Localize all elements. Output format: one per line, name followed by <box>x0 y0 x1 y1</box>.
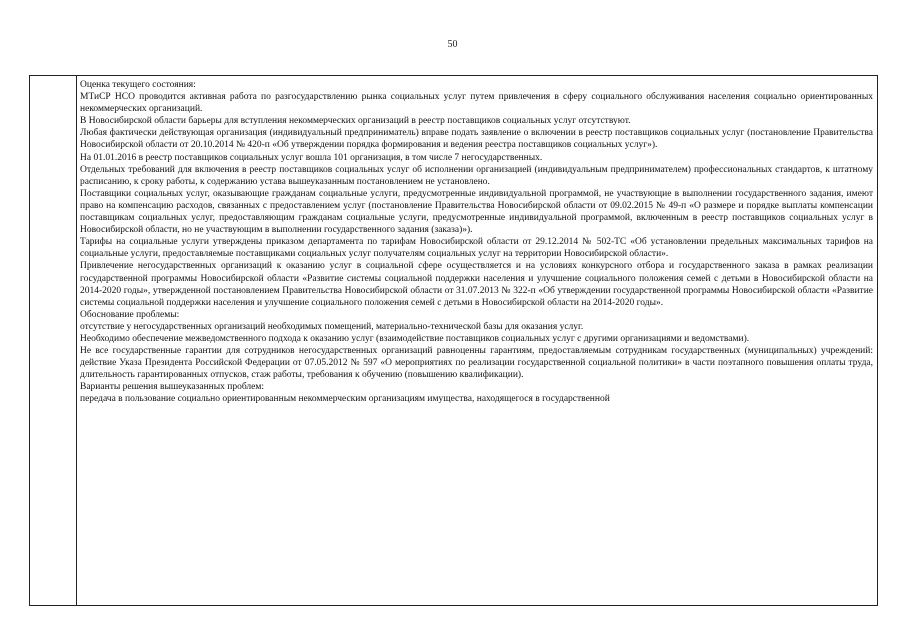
paragraph: передача в пользование социально ориентированным некоммерческим организациям имущества, находящегося в государственной <box>80 394 610 405</box>
table-left-column <box>30 76 77 605</box>
paragraph: отсутствие у негосударственных организаций необходимых помещений, материально-технической базы для оказания услуг. <box>80 321 584 332</box>
paragraph: Отдельных требований для включения в реестр поставщиков социальных услуг об исполнении организацией (индивидуальным предпринимателем) профессиональных стандартов, к штатному расписанию, к сроку работы, к содержанию устава вышеуказанным постановлением не установлено. <box>80 164 873 187</box>
paragraph: Любая фактически действующая организация (индивидуальный предприниматель) вправе подать заявление о включении в реестр поставщиков социальных услуг (постановление Правительства Новосибирской области от 20.10.2014 № 420-п «Об утверждении порядка формирования и ведения реестра поставщиков социальных услуг»). <box>80 128 873 151</box>
page-number: 50 <box>447 39 458 50</box>
paragraph: В Новосибирской области барьеры для вступления некоммерческих организаций в реестр поставщиков социальных услуг отсутствуют. <box>80 116 631 127</box>
document-table <box>29 75 878 606</box>
paragraph: Поставщики социальных услуг, оказывающие гражданам социальные услуги, предусмотренные индивидуальной программой, не участвующие в выполнении государственного задания, имеют право на компенсацию расходов, связанных с предоставлением услуг (постановление Правительства Новосибирской области от 09.02.2015 № 49-п «О размере и порядке выплаты компенсации поставщикам социальных услуг, предоставляющим гражданам социальные услуги, предусмотренные индивидуальной программой, включенным в реестр поставщиков социальных услуг в Новосибирской области, но не участвующим в выполнении государственного задания (заказа)»). <box>80 188 873 236</box>
paragraph-current-state-heading: Оценка текущего состояния: <box>80 80 196 90</box>
paragraph: Привлечение негосударственных организаций к оказанию услуг в социальной сфере осуществляется и на условиях конкурсного отбора и государственного заказа в рамках реализации государственной программы Новосибирской области «Развитие системы социальной поддержки населения и улучшение социального положения семей с детьми в Новосибирской области на 2014-2020 годы», утвержденной постановлением Правительства Новосибирской области от 31.07.2013 № 322-п «Об утверждении государственной программы Новосибирской области «Развитие системы социальной поддержки населения и улучшение социального положения семей с детьми в Новосибирской области на 2014-2020 годы». <box>80 261 873 308</box>
paragraph: Тарифы на социальные услуги утверждены приказом департамента по тарифам Новосибирской области от 29.12.2014 № 502-ТС «Об установлении предельных максимальных тарифов на социальные услуги, предоставляемые поставщиками социальных услуг получателям социальных услуг на территории Новосибирской области». <box>80 237 873 260</box>
paragraph: МТиСР НСО проводится активная работа по разгосударствлению рынка социальных услуг путем привлечения в сферу социального обслуживания населения социально ориентированных некоммерческих организаций. <box>80 92 873 115</box>
paragraph: На 01.01.2016 в реестр поставщиков социальных услуг вошла 101 организация, в том числе 7 негосударственных. <box>80 152 543 163</box>
paragraph: Необходимо обеспечение межведомственного подхода к оказанию услуг (взаимодействие поставщиков социальных услуг с другими организациями и ведомствами). <box>80 333 750 344</box>
table-content-cell <box>80 79 873 605</box>
paragraph-problem-heading: Обоснование проблемы: <box>80 309 180 320</box>
paragraph-solutions-heading: Варианты решения вышеуказанных проблем: <box>80 382 265 393</box>
paragraph: Не все государственные гарантии для сотрудников негосударственных организаций равноценны гарантиям, предоставляемым сотрудникам государственных (муниципальных) учреждений: действие Указа Президента Российской Федерации от 07.05.2012 № 597 «О мероприятиях по реализации государственной социальной политики» в части поэтапного повышения оплаты труда, длительность гарантированных отпусков, стаж работы, требования к обучению (повышению квалификации). <box>80 346 873 381</box>
